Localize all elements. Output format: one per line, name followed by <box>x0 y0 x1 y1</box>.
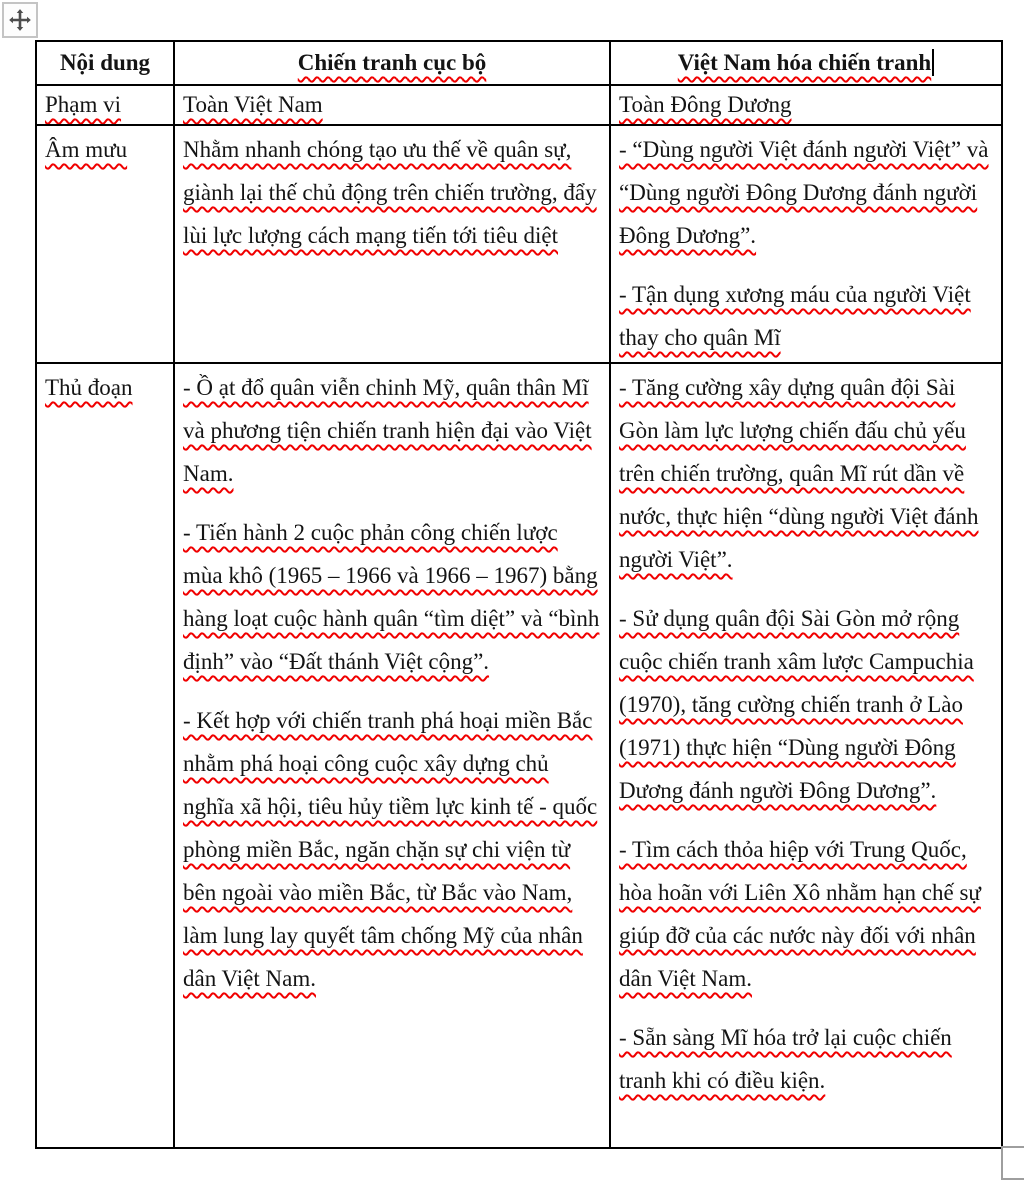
header-cell-vietnamization[interactable] <box>610 41 1002 85</box>
row-label-text: Âm mưu <box>45 137 128 162</box>
cell-text: Toàn Việt Nam <box>183 92 323 117</box>
cell-scope-vietnamization[interactable] <box>610 85 1002 125</box>
cell-paragraph[interactable]: - Sẵn sàng Mĩ hóa trở lại cuộc chiến tranh khi có điều kiện. <box>619 1025 952 1093</box>
table-move-handle[interactable] <box>2 2 38 38</box>
comparison-table <box>35 40 1003 1149</box>
cell-paragraph[interactable]: - “Dùng người Việt đánh người Việt” và “Dùng người Đông Dương đánh người Đông Dương”. <box>619 137 989 248</box>
cell-tactics-local-war[interactable] <box>174 363 610 1148</box>
header-label: Việt Nam hóa chiến tranh <box>677 50 932 75</box>
header-label: Nội dung <box>59 50 151 75</box>
cell-paragraph[interactable]: Nhằm nhanh chóng tạo ưu thế về quân sự, giành lại thế chủ động trên chiến trường, đẩy lùi lực lượng cách mạng tiến tới tiêu diệt <box>183 137 597 248</box>
table-row-plot <box>36 125 1002 363</box>
cell-paragraph[interactable]: - Tận dụng xương máu của người Việt thay cho quân Mĩ <box>619 282 971 350</box>
table-header-row <box>36 41 1002 85</box>
row-label-text: Thủ đoạn <box>45 375 133 400</box>
cell-paragraph[interactable]: - Tăng cường xây dựng quân đội Sài Gòn làm lực lượng chiến đấu chủ yếu trên chiến trường, quân Mĩ rút dần về nước, thực hiện “dùng người Việt đánh người Việt”. <box>619 375 979 572</box>
cell-paragraph[interactable]: - Tiến hành 2 cuộc phản công chiến lược mùa khô (1965 – 1966 và 1966 – 1967) bằng hàng loạt cuộc hành quân “tìm diệt” và “bình định” vào “Đất thánh Việt cộng”. <box>183 520 600 674</box>
cell-plot-vietnamization[interactable] <box>610 125 1002 363</box>
cell-paragraph[interactable]: - Ồ ạt đổ quân viễn chinh Mỹ, quân thân Mĩ và phương tiện chiến tranh hiện đại vào Việt Nam. <box>183 375 592 486</box>
text-cursor-icon <box>932 49 934 76</box>
table-row-scope <box>36 85 1002 125</box>
table-resize-handle[interactable] <box>1001 1146 1024 1180</box>
cell-tactics-vietnamization[interactable] <box>610 363 1002 1148</box>
header-cell-topic[interactable] <box>36 41 174 85</box>
cell-text: Toàn Đông Dương <box>619 92 792 117</box>
row-label-pham-vi[interactable] <box>36 85 174 125</box>
cell-paragraph[interactable]: - Tìm cách thỏa hiệp với Trung Quốc, hòa hoãn với Liên Xô nhằm hạn chế sự giúp đỡ của các nước này đối với nhân dân Việt Nam. <box>619 837 981 991</box>
table-row-tactics <box>36 363 1002 1148</box>
header-cell-local-war[interactable] <box>174 41 610 85</box>
row-label-text: Phạm vi <box>45 92 122 117</box>
row-label-thu-doan[interactable] <box>36 363 174 1148</box>
row-label-am-muu[interactable] <box>36 125 174 363</box>
move-icon <box>7 7 33 33</box>
cell-paragraph[interactable]: - Kết hợp với chiến tranh phá hoại miền Bắc nhằm phá hoại công cuộc xây dựng chủ nghĩa xã hội, tiêu hủy tiềm lực kinh tế - quốc phòng miền Bắc, ngăn chặn sự chi viện từ bên ngoài vào miền Bắc, từ Bắc vào Nam, làm lung lay quyết tâm chống Mỹ của nhân dân Việt Nam. <box>183 708 598 991</box>
cell-plot-local-war[interactable] <box>174 125 610 363</box>
cell-scope-local-war[interactable] <box>174 85 610 125</box>
header-label: Chiến tranh cục bộ <box>297 50 487 75</box>
cell-paragraph[interactable]: - Sử dụng quân đội Sài Gòn mở rộng cuộc chiến tranh xâm lược Campuchia (1970), tăng cường chiến tranh ở Lào (1971) thực hiện “Dùng người Đông Dương đánh người Đông Dương”. <box>619 606 974 803</box>
